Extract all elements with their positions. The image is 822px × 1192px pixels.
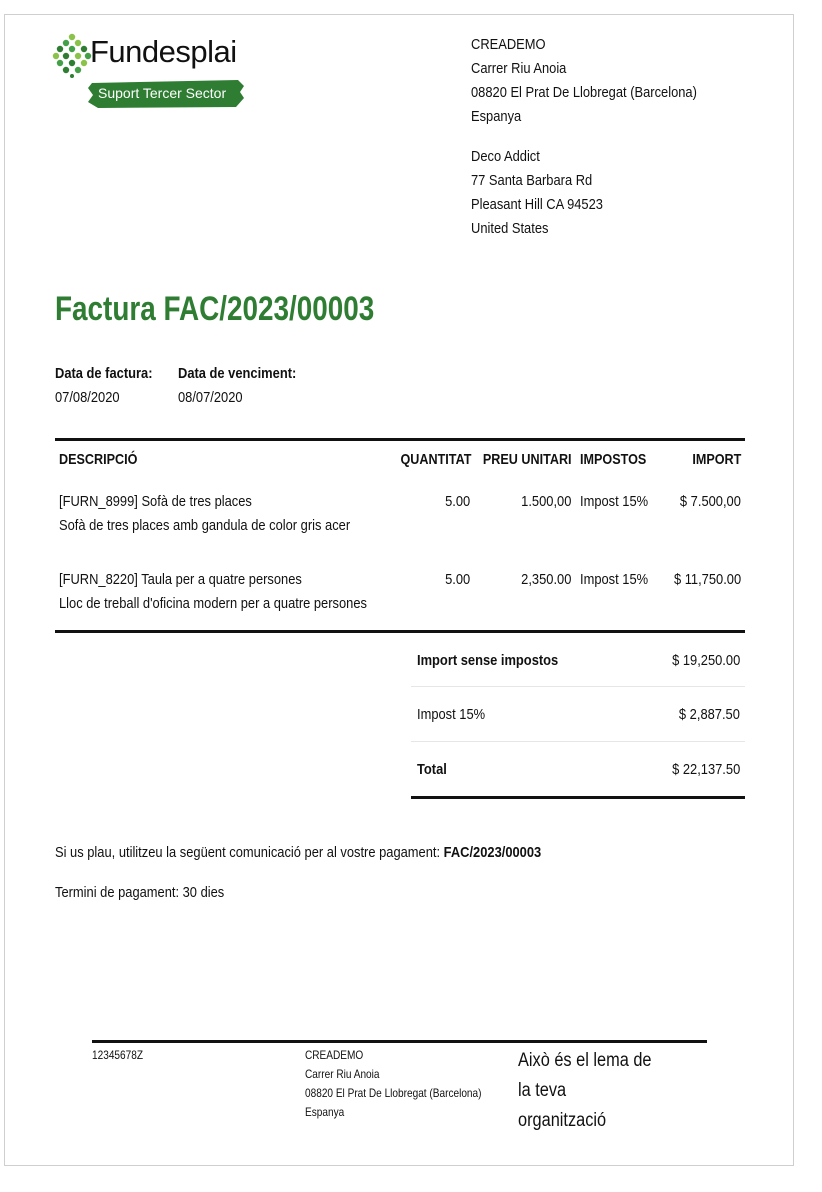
total-rule [411, 796, 745, 799]
totals-divider [411, 686, 745, 687]
table-top-rule [55, 438, 745, 441]
customer-street: 77 Santa Barbara Rd [471, 172, 593, 189]
untaxed-value: $ 19,250.00 [671, 652, 740, 669]
row-title: [FURN_8220] Taula per a quatre persones [59, 571, 302, 588]
company-address [471, 33, 734, 129]
footer-country: Espanya [305, 1105, 345, 1119]
fundesplai-logo [52, 32, 252, 112]
header-amount: IMPORT [691, 451, 741, 468]
row-detail: Sofà de tres places amb gandula de color gris acer [59, 517, 351, 534]
row-title: [FURN_8999] Sofà de tres places [59, 493, 252, 510]
tax-value: $ 2,887.50 [679, 706, 740, 723]
payment-reference: FAC/2023/00003 [443, 844, 542, 861]
header-unit-price: PREU UNITARI [483, 451, 572, 468]
row-amount: $ 7.500,00 [680, 493, 741, 510]
payment-communication [55, 844, 541, 861]
invoice-date-label: Data de factura: [55, 365, 153, 382]
total-value: $ 22,137.50 [671, 761, 740, 778]
footer-rule [92, 1040, 707, 1043]
row-taxes: Impost 15% [580, 571, 649, 588]
customer-address [471, 145, 624, 241]
logo-tagline: Suport Tercer Sector [98, 85, 227, 101]
logo-wordmark: Fundesplai [90, 34, 237, 69]
row-detail: Lloc de treball d'oficina modern per a quatre persones [59, 595, 367, 612]
row-taxes: Impost 15% [580, 493, 649, 510]
tax-label: Impost 15% [417, 706, 486, 723]
invoice-title: Factura FAC/2023/00003 [55, 290, 375, 328]
invoice-date-block [55, 362, 168, 410]
header-description: DESCRIPCIÓ [59, 451, 138, 468]
table-bottom-rule [55, 630, 745, 633]
motto-line: la teva [518, 1080, 567, 1101]
footer-street: Carrer Riu Anoia [305, 1067, 380, 1081]
footer-city: 08820 El Prat De Llobregat (Barcelona) [305, 1086, 482, 1100]
header-taxes: IMPOSTOS [580, 451, 647, 468]
due-date-label: Data de venciment: [178, 365, 297, 382]
row-quantity: 5.00 [444, 493, 470, 510]
motto-line: organització [518, 1110, 607, 1131]
totals-divider [411, 741, 745, 742]
payment-communication-text: Si us plau, utilitzeu la següent comunicació per al vostre pagament: [55, 844, 441, 861]
row-unit-price: 1.500,00 [520, 493, 571, 510]
customer-city: Pleasant Hill CA 94523 [471, 196, 603, 213]
leaf-cluster-icon [52, 32, 92, 78]
footer-company-name: CREADEMO [305, 1048, 364, 1062]
motto-line: Això és el lema de [518, 1050, 652, 1071]
company-city: 08820 El Prat De Llobregat (Barcelona) [471, 84, 697, 101]
invoice-date-value: 07/08/2020 [55, 389, 120, 406]
due-date-block [178, 362, 316, 410]
payment-terms: Termini de pagament: 30 dies [55, 884, 225, 901]
footer-motto [518, 1046, 652, 1136]
company-name: CREADEMO [471, 36, 546, 53]
row-amount: $ 11,750.00 [673, 571, 741, 588]
header-quantity: QUANTITAT [400, 451, 471, 468]
untaxed-label: Import sense impostos [417, 652, 559, 669]
footer-vat: 12345678Z [92, 1048, 144, 1062]
customer-name: Deco Addict [471, 148, 540, 165]
footer-address [305, 1046, 482, 1122]
total-label: Total [417, 761, 447, 778]
company-street: Carrer Riu Anoia [471, 60, 567, 77]
due-date-value: 08/07/2020 [178, 389, 243, 406]
row-unit-price: 2,350.00 [520, 571, 571, 588]
row-quantity: 5.00 [444, 571, 470, 588]
company-country: Espanya [471, 108, 522, 125]
customer-country: United States [471, 220, 549, 237]
